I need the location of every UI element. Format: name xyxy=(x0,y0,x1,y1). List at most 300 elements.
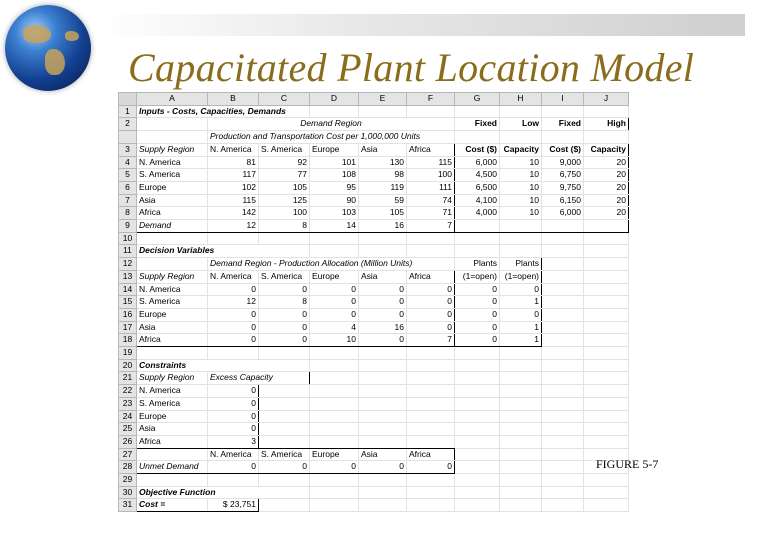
column-header[interactable]: J xyxy=(584,93,629,106)
sheet-cell[interactable] xyxy=(542,397,584,410)
row-header[interactable]: 9 xyxy=(119,220,137,233)
sheet-cell[interactable] xyxy=(208,347,259,360)
sheet-cell[interactable] xyxy=(310,474,359,487)
sheet-cell[interactable] xyxy=(584,397,629,410)
sheet-cell[interactable] xyxy=(500,385,542,398)
sheet-cell[interactable] xyxy=(455,385,500,398)
sheet-cell[interactable] xyxy=(359,385,407,398)
sheet-cell[interactable]: Plants xyxy=(500,258,542,271)
sheet-cell[interactable]: 4,100 xyxy=(455,194,500,207)
sheet-cell[interactable]: 3 xyxy=(208,435,259,448)
sheet-cell[interactable] xyxy=(500,232,542,245)
sheet-cell[interactable]: Cost = xyxy=(137,499,208,512)
sheet-cell[interactable]: 74 xyxy=(407,194,455,207)
sheet-cell[interactable]: 130 xyxy=(359,156,407,169)
sheet-cell[interactable] xyxy=(407,359,455,372)
sheet-cell[interactable] xyxy=(359,105,407,118)
sheet-cell[interactable] xyxy=(455,220,500,233)
sheet-cell[interactable]: Supply Region xyxy=(137,143,208,156)
sheet-cell[interactable]: S. America xyxy=(137,296,208,309)
sheet-cell[interactable] xyxy=(359,245,407,258)
sheet-cell[interactable]: (1=open) xyxy=(500,270,542,283)
sheet-cell[interactable] xyxy=(500,486,542,499)
sheet-cell[interactable] xyxy=(310,397,359,410)
sheet-cell[interactable]: 20 xyxy=(584,207,629,220)
sheet-cell[interactable] xyxy=(584,359,629,372)
sheet-cell[interactable] xyxy=(455,359,500,372)
sheet-cell[interactable] xyxy=(584,385,629,398)
sheet-cell[interactable]: 0 xyxy=(455,283,500,296)
row-header[interactable]: 29 xyxy=(119,474,137,487)
sheet-cell[interactable] xyxy=(310,410,359,423)
sheet-cell[interactable] xyxy=(407,105,455,118)
sheet-cell[interactable]: 20 xyxy=(584,181,629,194)
sheet-cell[interactable]: 1 xyxy=(500,296,542,309)
sheet-cell[interactable] xyxy=(542,499,584,512)
sheet-cell[interactable] xyxy=(584,321,629,334)
sheet-cell[interactable] xyxy=(542,220,584,233)
sheet-cell[interactable]: S. America xyxy=(137,169,208,182)
sheet-cell[interactable]: Africa xyxy=(407,270,455,283)
sheet-cell[interactable] xyxy=(584,410,629,423)
sheet-cell[interactable]: $ 23,751 xyxy=(208,499,259,512)
sheet-cell[interactable]: 100 xyxy=(407,169,455,182)
sheet-cell[interactable]: Africa xyxy=(407,448,455,461)
column-header[interactable]: G xyxy=(455,93,500,106)
sheet-cell[interactable]: Africa xyxy=(137,334,208,347)
sheet-cell[interactable]: 6,750 xyxy=(542,169,584,182)
sheet-cell[interactable]: Low xyxy=(500,118,542,131)
sheet-cell[interactable] xyxy=(137,474,208,487)
sheet-cell[interactable]: 0 xyxy=(407,296,455,309)
sheet-cell[interactable] xyxy=(455,486,500,499)
sheet-cell[interactable]: 0 xyxy=(359,461,407,474)
row-header[interactable]: 10 xyxy=(119,232,137,245)
sheet-cell[interactable] xyxy=(359,474,407,487)
sheet-cell[interactable] xyxy=(542,423,584,436)
sheet-cell[interactable] xyxy=(137,131,208,144)
sheet-cell[interactable]: Demand xyxy=(137,220,208,233)
sheet-cell[interactable]: (1=open) xyxy=(455,270,500,283)
sheet-cell[interactable] xyxy=(542,385,584,398)
sheet-cell[interactable]: 0 xyxy=(208,397,259,410)
row-header[interactable]: 23 xyxy=(119,397,137,410)
row-header[interactable]: 5 xyxy=(119,169,137,182)
sheet-cell[interactable]: 0 xyxy=(407,461,455,474)
sheet-cell[interactable] xyxy=(407,232,455,245)
sheet-cell[interactable]: Unmet Demand xyxy=(137,461,208,474)
sheet-cell[interactable]: 8 xyxy=(259,296,310,309)
sheet-cell[interactable]: 9,750 xyxy=(542,181,584,194)
sheet-cell[interactable] xyxy=(584,296,629,309)
sheet-cell[interactable]: Objective Function xyxy=(137,486,310,499)
sheet-cell[interactable]: 0 xyxy=(259,283,310,296)
row-header[interactable]: 1 xyxy=(119,105,137,118)
sheet-cell[interactable] xyxy=(542,359,584,372)
sheet-cell[interactable] xyxy=(359,486,407,499)
sheet-cell[interactable]: N. America xyxy=(208,448,259,461)
sheet-cell[interactable] xyxy=(208,474,259,487)
sheet-cell[interactable] xyxy=(584,435,629,448)
sheet-cell[interactable]: 0 xyxy=(208,334,259,347)
sheet-cell[interactable]: 0 xyxy=(208,410,259,423)
sheet-cell[interactable] xyxy=(310,435,359,448)
sheet-cell[interactable] xyxy=(584,372,629,385)
sheet-cell[interactable]: N. America xyxy=(137,385,208,398)
sheet-cell[interactable]: 81 xyxy=(208,156,259,169)
sheet-cell[interactable]: Supply Region xyxy=(137,270,208,283)
sheet-cell[interactable]: Europe xyxy=(137,181,208,194)
sheet-cell[interactable]: 0 xyxy=(208,461,259,474)
sheet-cell[interactable] xyxy=(500,410,542,423)
sheet-cell[interactable] xyxy=(542,435,584,448)
sheet-cell[interactable]: Europe xyxy=(310,270,359,283)
column-header[interactable]: A xyxy=(137,93,208,106)
sheet-cell[interactable] xyxy=(407,397,455,410)
sheet-cell[interactable] xyxy=(137,448,208,461)
sheet-cell[interactable] xyxy=(584,486,629,499)
sheet-cell[interactable] xyxy=(584,105,629,118)
sheet-cell[interactable]: 12 xyxy=(208,220,259,233)
row-header[interactable]: 26 xyxy=(119,435,137,448)
sheet-cell[interactable]: Capacity xyxy=(500,143,542,156)
sheet-cell[interactable] xyxy=(500,448,542,461)
column-header[interactable]: B xyxy=(208,93,259,106)
sheet-cell[interactable]: Cost ($) xyxy=(455,143,500,156)
column-header[interactable]: I xyxy=(542,93,584,106)
sheet-cell[interactable] xyxy=(542,105,584,118)
sheet-cell[interactable] xyxy=(584,334,629,347)
sheet-cell[interactable]: 14 xyxy=(310,220,359,233)
sheet-cell[interactable]: 0 xyxy=(208,385,259,398)
sheet-cell[interactable] xyxy=(407,499,455,512)
sheet-cell[interactable]: Africa xyxy=(407,143,455,156)
sheet-cell[interactable]: 0 xyxy=(310,283,359,296)
sheet-cell[interactable] xyxy=(310,385,359,398)
sheet-cell[interactable]: 0 xyxy=(259,334,310,347)
sheet-cell[interactable] xyxy=(584,245,629,258)
sheet-cell[interactable]: N. America xyxy=(208,143,259,156)
sheet-cell[interactable]: Plants xyxy=(455,258,500,271)
sheet-cell[interactable] xyxy=(542,486,584,499)
sheet-cell[interactable]: S. America xyxy=(259,448,310,461)
sheet-cell[interactable] xyxy=(542,321,584,334)
sheet-cell[interactable]: 0 xyxy=(208,308,259,321)
sheet-cell[interactable]: Europe xyxy=(137,308,208,321)
sheet-cell[interactable]: 95 xyxy=(310,181,359,194)
sheet-cell[interactable]: 125 xyxy=(259,194,310,207)
sheet-cell[interactable]: 77 xyxy=(259,169,310,182)
sheet-cell[interactable]: 108 xyxy=(310,169,359,182)
sheet-cell[interactable]: 105 xyxy=(259,181,310,194)
sheet-cell[interactable] xyxy=(542,245,584,258)
sheet-cell[interactable]: 10 xyxy=(500,156,542,169)
sheet-cell[interactable] xyxy=(407,385,455,398)
sheet-cell[interactable] xyxy=(455,131,500,144)
sheet-cell[interactable] xyxy=(359,435,407,448)
sheet-cell[interactable]: 0 xyxy=(500,308,542,321)
row-header[interactable]: 11 xyxy=(119,245,137,258)
column-header[interactable]: C xyxy=(259,93,310,106)
sheet-cell[interactable]: 10 xyxy=(500,181,542,194)
sheet-cell[interactable] xyxy=(542,283,584,296)
sheet-cell[interactable]: S. America xyxy=(137,397,208,410)
sheet-cell[interactable] xyxy=(500,220,542,233)
sheet-cell[interactable] xyxy=(359,359,407,372)
row-header[interactable]: 30 xyxy=(119,486,137,499)
sheet-cell[interactable]: 101 xyxy=(310,156,359,169)
sheet-cell[interactable]: Demand Region xyxy=(208,118,455,131)
sheet-cell[interactable] xyxy=(542,131,584,144)
sheet-cell[interactable]: 111 xyxy=(407,181,455,194)
column-header[interactable]: F xyxy=(407,93,455,106)
sheet-cell[interactable]: 0 xyxy=(455,334,500,347)
sheet-cell[interactable] xyxy=(584,474,629,487)
sheet-cell[interactable] xyxy=(359,423,407,436)
sheet-cell[interactable]: 1 xyxy=(500,334,542,347)
sheet-cell[interactable] xyxy=(542,474,584,487)
sheet-cell[interactable]: 12 xyxy=(208,296,259,309)
sheet-cell[interactable]: 0 xyxy=(359,296,407,309)
sheet-cell[interactable] xyxy=(137,232,208,245)
sheet-cell[interactable]: 0 xyxy=(455,321,500,334)
sheet-cell[interactable]: 0 xyxy=(359,308,407,321)
sheet-cell[interactable] xyxy=(359,410,407,423)
sheet-cell[interactable] xyxy=(584,232,629,245)
sheet-cell[interactable]: 20 xyxy=(584,169,629,182)
row-header[interactable]: 20 xyxy=(119,359,137,372)
sheet-cell[interactable] xyxy=(542,372,584,385)
sheet-cell[interactable] xyxy=(584,283,629,296)
sheet-cell[interactable]: 20 xyxy=(584,194,629,207)
sheet-cell[interactable] xyxy=(500,372,542,385)
sheet-cell[interactable]: 16 xyxy=(359,220,407,233)
row-header[interactable]: 25 xyxy=(119,423,137,436)
sheet-cell[interactable]: 103 xyxy=(310,207,359,220)
row-header[interactable]: 31 xyxy=(119,499,137,512)
sheet-cell[interactable]: Production and Transportation Cost per 1,000,000 Units xyxy=(208,131,455,144)
row-header[interactable]: 15 xyxy=(119,296,137,309)
sheet-cell[interactable] xyxy=(407,435,455,448)
sheet-cell[interactable] xyxy=(455,499,500,512)
sheet-cell[interactable] xyxy=(542,258,584,271)
sheet-cell[interactable] xyxy=(542,296,584,309)
sheet-cell[interactable]: N. America xyxy=(137,156,208,169)
row-header[interactable]: 19 xyxy=(119,347,137,360)
sheet-cell[interactable]: 4,500 xyxy=(455,169,500,182)
row-header[interactable] xyxy=(119,131,137,144)
sheet-cell[interactable]: Inputs - Costs, Capacities, Demands xyxy=(137,105,310,118)
sheet-cell[interactable] xyxy=(455,448,500,461)
sheet-cell[interactable] xyxy=(542,461,584,474)
column-header[interactable]: D xyxy=(310,93,359,106)
sheet-cell[interactable]: S. America xyxy=(259,270,310,283)
sheet-cell[interactable]: 102 xyxy=(208,181,259,194)
sheet-cell[interactable] xyxy=(455,423,500,436)
sheet-cell[interactable]: Cost ($) xyxy=(542,143,584,156)
row-header[interactable]: 14 xyxy=(119,283,137,296)
sheet-cell[interactable]: 0 xyxy=(407,283,455,296)
sheet-cell[interactable] xyxy=(584,423,629,436)
sheet-cell[interactable] xyxy=(455,435,500,448)
row-header[interactable]: 21 xyxy=(119,372,137,385)
sheet-cell[interactable]: Decision Variables xyxy=(137,245,310,258)
select-all-corner[interactable] xyxy=(119,93,137,106)
column-header[interactable]: E xyxy=(359,93,407,106)
sheet-cell[interactable] xyxy=(407,474,455,487)
sheet-cell[interactable]: 4,000 xyxy=(455,207,500,220)
sheet-cell[interactable] xyxy=(259,410,310,423)
row-header[interactable]: 27 xyxy=(119,448,137,461)
sheet-cell[interactable] xyxy=(259,397,310,410)
row-header[interactable]: 22 xyxy=(119,385,137,398)
sheet-cell[interactable]: 10 xyxy=(500,207,542,220)
sheet-cell[interactable]: 100 xyxy=(259,207,310,220)
sheet-cell[interactable] xyxy=(310,372,359,385)
column-header[interactable]: H xyxy=(500,93,542,106)
sheet-cell[interactable]: Asia xyxy=(359,448,407,461)
sheet-cell[interactable]: Asia xyxy=(137,423,208,436)
sheet-cell[interactable]: 8 xyxy=(259,220,310,233)
sheet-cell[interactable] xyxy=(259,474,310,487)
sheet-cell[interactable] xyxy=(500,435,542,448)
sheet-cell[interactable] xyxy=(542,347,584,360)
sheet-cell[interactable]: 0 xyxy=(310,461,359,474)
sheet-cell[interactable] xyxy=(310,486,359,499)
sheet-cell[interactable]: 115 xyxy=(208,194,259,207)
sheet-cell[interactable] xyxy=(310,347,359,360)
row-header[interactable]: 12 xyxy=(119,258,137,271)
sheet-cell[interactable]: Europe xyxy=(137,410,208,423)
sheet-cell[interactable] xyxy=(500,397,542,410)
sheet-cell[interactable] xyxy=(310,499,359,512)
sheet-cell[interactable] xyxy=(259,499,310,512)
sheet-cell[interactable]: 6,000 xyxy=(542,207,584,220)
sheet-cell[interactable] xyxy=(137,118,208,131)
sheet-cell[interactable] xyxy=(455,105,500,118)
sheet-cell[interactable] xyxy=(359,347,407,360)
sheet-cell[interactable] xyxy=(542,334,584,347)
sheet-cell[interactable]: Asia xyxy=(137,321,208,334)
sheet-cell[interactable] xyxy=(500,423,542,436)
sheet-cell[interactable]: 0 xyxy=(500,283,542,296)
sheet-cell[interactable] xyxy=(542,270,584,283)
sheet-cell[interactable]: 0 xyxy=(259,321,310,334)
sheet-cell[interactable] xyxy=(455,474,500,487)
sheet-cell[interactable] xyxy=(359,232,407,245)
row-header[interactable]: 24 xyxy=(119,410,137,423)
sheet-cell[interactable]: 0 xyxy=(455,308,500,321)
sheet-cell[interactable]: 20 xyxy=(584,156,629,169)
row-header[interactable]: 4 xyxy=(119,156,137,169)
sheet-cell[interactable] xyxy=(407,423,455,436)
sheet-cell[interactable] xyxy=(359,499,407,512)
sheet-cell[interactable]: 105 xyxy=(359,207,407,220)
sheet-cell[interactable] xyxy=(407,347,455,360)
sheet-cell[interactable] xyxy=(455,232,500,245)
sheet-cell[interactable]: Supply Region xyxy=(137,372,208,385)
sheet-cell[interactable]: Demand Region - Production Allocation (Million Units) xyxy=(208,258,455,271)
row-header[interactable]: 3 xyxy=(119,143,137,156)
sheet-cell[interactable]: 119 xyxy=(359,181,407,194)
sheet-cell[interactable] xyxy=(455,461,500,474)
sheet-cell[interactable] xyxy=(542,410,584,423)
sheet-cell[interactable] xyxy=(542,308,584,321)
sheet-cell[interactable]: 7 xyxy=(407,220,455,233)
sheet-cell[interactable] xyxy=(500,245,542,258)
sheet-cell[interactable] xyxy=(310,105,359,118)
sheet-cell[interactable]: S. America xyxy=(259,143,310,156)
sheet-cell[interactable]: 0 xyxy=(359,334,407,347)
sheet-cell[interactable] xyxy=(407,245,455,258)
sheet-cell[interactable]: 6,150 xyxy=(542,194,584,207)
row-header[interactable]: 8 xyxy=(119,207,137,220)
sheet-cell[interactable]: 0 xyxy=(259,308,310,321)
sheet-cell[interactable]: 0 xyxy=(455,296,500,309)
sheet-cell[interactable] xyxy=(407,410,455,423)
sheet-cell[interactable] xyxy=(455,245,500,258)
sheet-cell[interactable]: High xyxy=(584,118,629,131)
sheet-cell[interactable]: Africa xyxy=(137,435,208,448)
sheet-cell[interactable]: Asia xyxy=(137,194,208,207)
sheet-cell[interactable]: 0 xyxy=(407,308,455,321)
sheet-cell[interactable] xyxy=(584,258,629,271)
sheet-cell[interactable]: 4 xyxy=(310,321,359,334)
row-header[interactable]: 17 xyxy=(119,321,137,334)
sheet-cell[interactable] xyxy=(208,232,259,245)
sheet-cell[interactable]: 10 xyxy=(500,169,542,182)
sheet-cell[interactable] xyxy=(259,435,310,448)
sheet-cell[interactable]: Capacity xyxy=(584,143,629,156)
sheet-cell[interactable] xyxy=(259,347,310,360)
sheet-cell[interactable] xyxy=(500,131,542,144)
sheet-cell[interactable]: Excess Capacity xyxy=(208,372,310,385)
sheet-cell[interactable] xyxy=(455,372,500,385)
sheet-cell[interactable]: 142 xyxy=(208,207,259,220)
sheet-cell[interactable]: 98 xyxy=(359,169,407,182)
sheet-cell[interactable]: 0 xyxy=(407,321,455,334)
sheet-cell[interactable] xyxy=(310,245,359,258)
sheet-cell[interactable]: 0 xyxy=(259,461,310,474)
sheet-cell[interactable] xyxy=(310,423,359,436)
sheet-cell[interactable] xyxy=(259,423,310,436)
sheet-cell[interactable]: Constraints xyxy=(137,359,310,372)
sheet-cell[interactable]: 1 xyxy=(500,321,542,334)
sheet-cell[interactable]: 117 xyxy=(208,169,259,182)
sheet-cell[interactable]: Fixed xyxy=(455,118,500,131)
sheet-cell[interactable] xyxy=(542,448,584,461)
sheet-cell[interactable] xyxy=(584,308,629,321)
sheet-cell[interactable]: 92 xyxy=(259,156,310,169)
sheet-cell[interactable] xyxy=(359,397,407,410)
sheet-cell[interactable]: N. America xyxy=(137,283,208,296)
row-header[interactable]: 16 xyxy=(119,308,137,321)
row-header[interactable]: 2 xyxy=(119,118,137,131)
sheet-cell[interactable]: Europe xyxy=(310,448,359,461)
sheet-cell[interactable] xyxy=(500,474,542,487)
sheet-cell[interactable] xyxy=(455,347,500,360)
sheet-cell[interactable]: 10 xyxy=(310,334,359,347)
sheet-cell[interactable]: 7 xyxy=(407,334,455,347)
sheet-cell[interactable] xyxy=(359,372,407,385)
sheet-cell[interactable]: Africa xyxy=(137,207,208,220)
sheet-cell[interactable] xyxy=(259,232,310,245)
sheet-cell[interactable] xyxy=(500,359,542,372)
row-header[interactable]: 6 xyxy=(119,181,137,194)
sheet-cell[interactable] xyxy=(455,410,500,423)
sheet-cell[interactable]: 59 xyxy=(359,194,407,207)
sheet-cell[interactable] xyxy=(500,499,542,512)
